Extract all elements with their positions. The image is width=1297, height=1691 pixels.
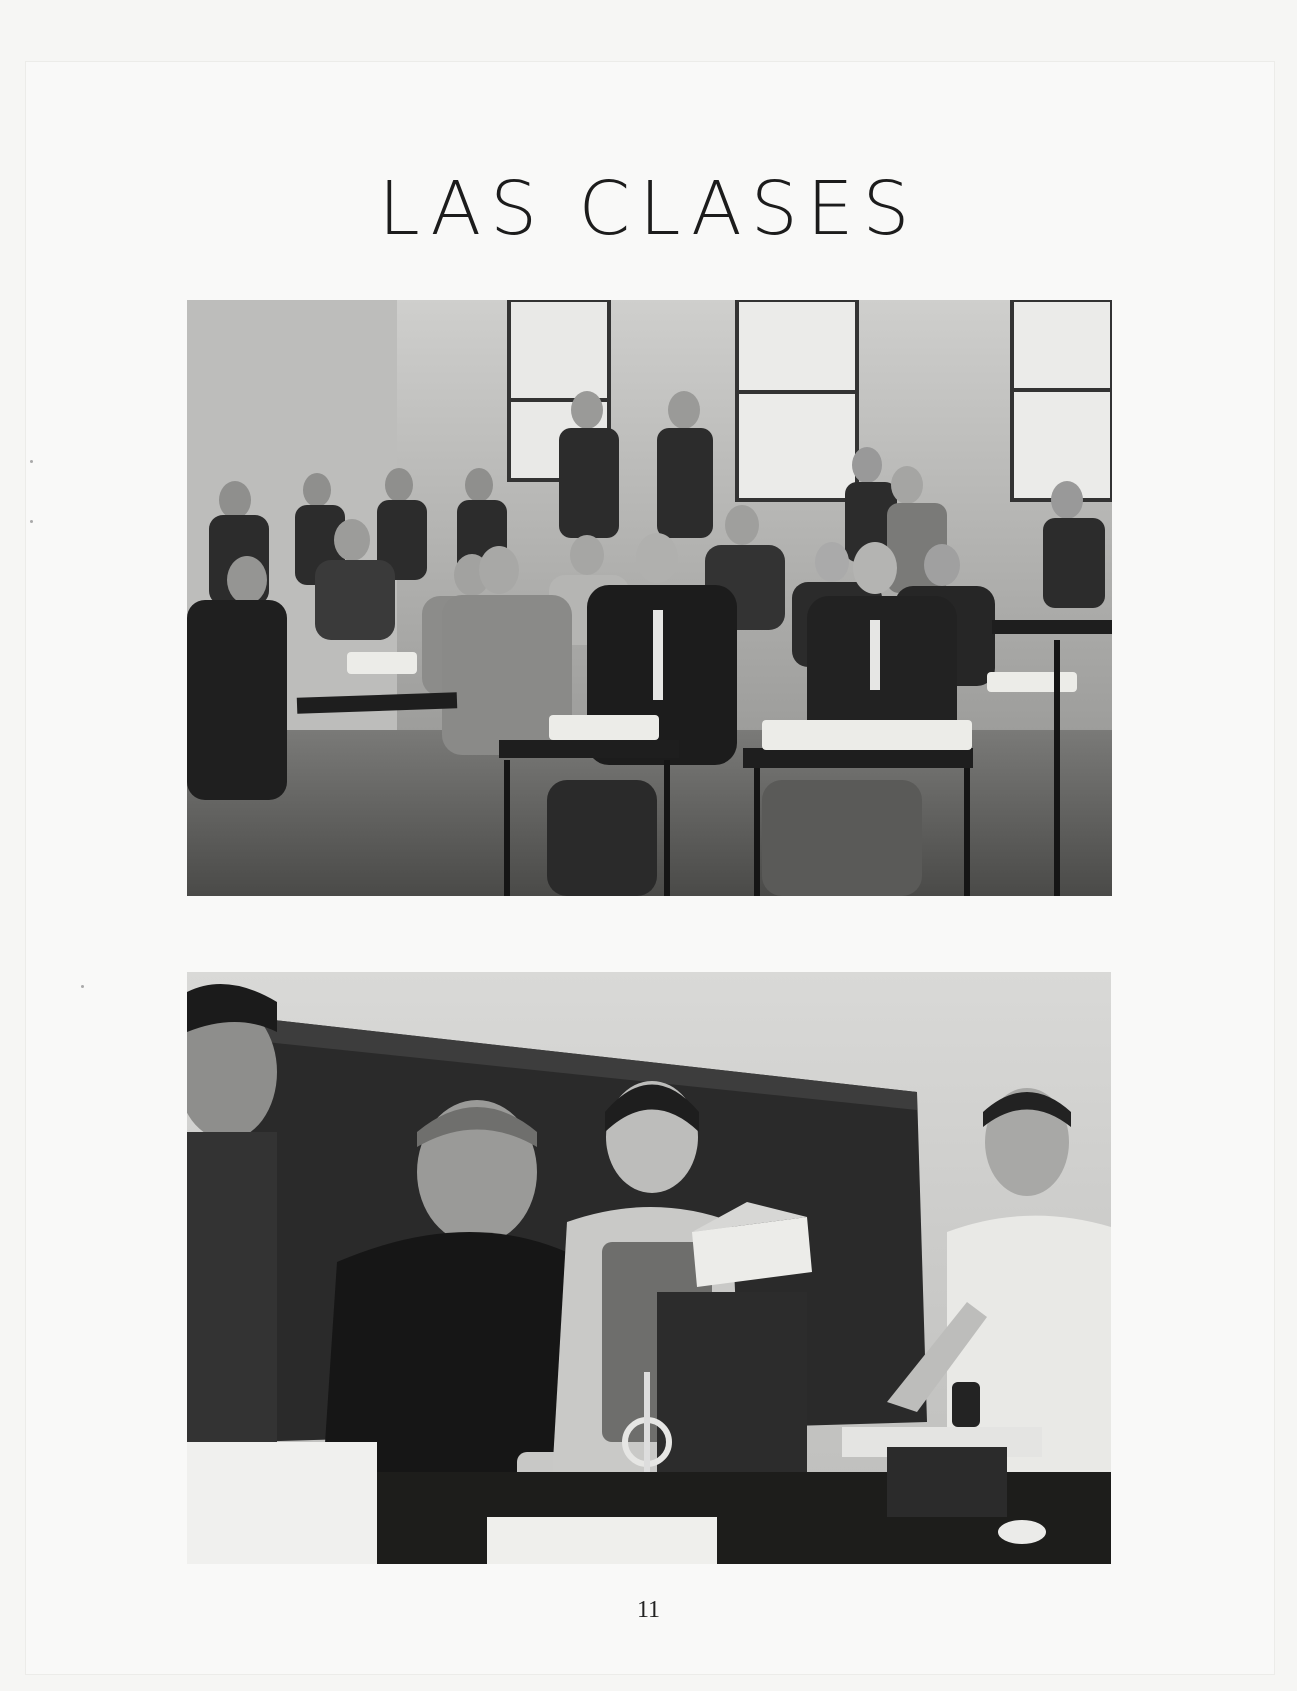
classroom-photo-drawing	[187, 300, 1112, 896]
page-title: LAS CLASES	[378, 166, 919, 252]
page-number: 11	[636, 1597, 661, 1623]
demonstration-photo-drawing	[187, 972, 1111, 1564]
paper-speck	[81, 985, 84, 988]
teacher-demonstration-photo	[187, 972, 1111, 1564]
classroom-students-photo	[187, 300, 1112, 896]
paper-speck	[30, 520, 33, 523]
paper-speck	[30, 460, 33, 463]
